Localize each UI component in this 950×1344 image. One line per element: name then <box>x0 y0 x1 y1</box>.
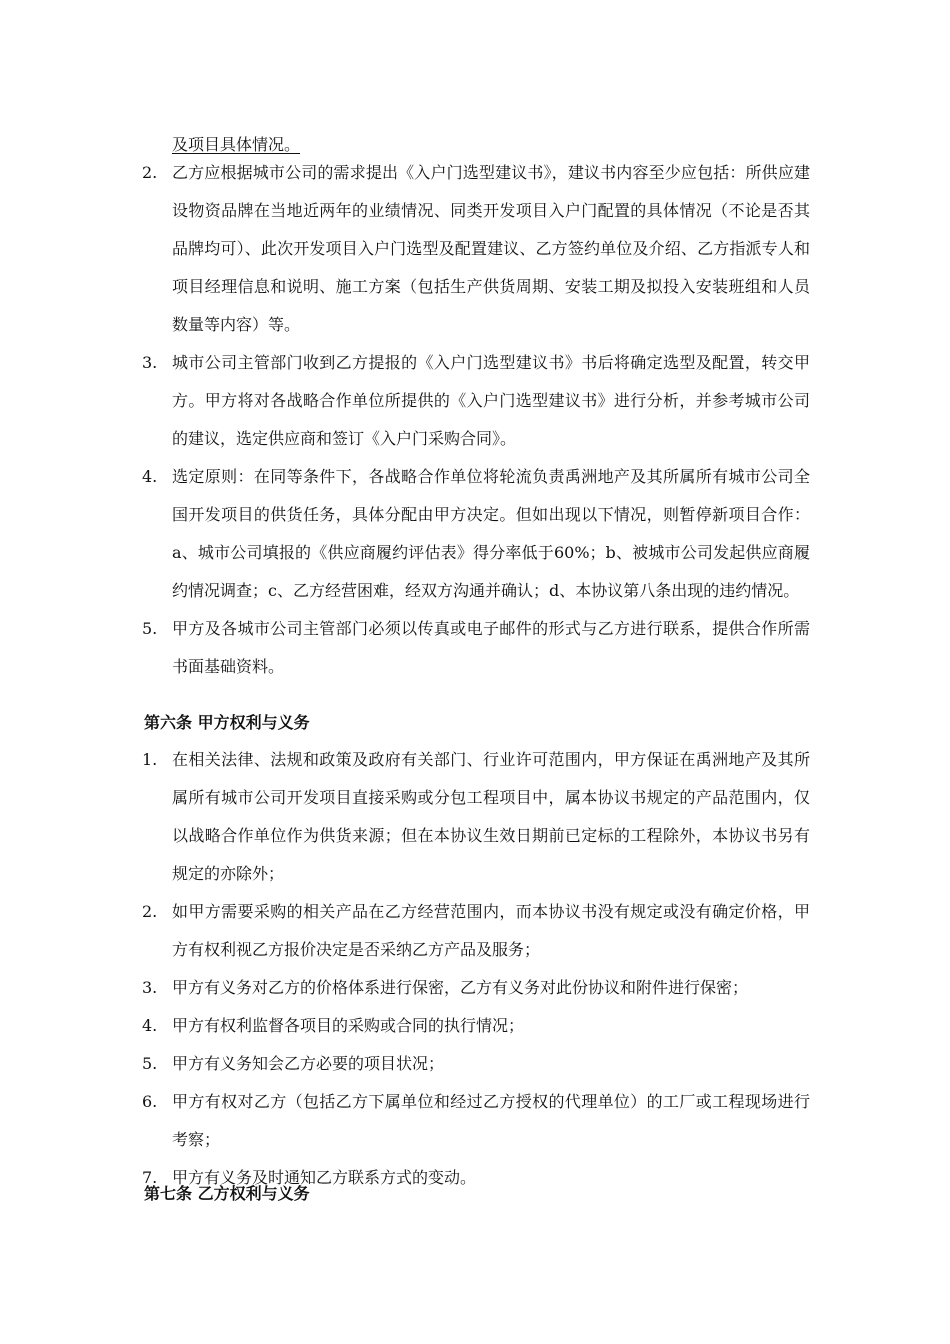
continuation-text: 及项目具体情况。 <box>172 135 301 154</box>
list-item: 5. 甲方有义务知会乙方必要的项目状况； <box>142 1054 445 1073</box>
list-item: 7. 甲方有义务及时通知乙方联系方式的变动。 <box>142 1168 477 1187</box>
section5-list <box>140 154 810 686</box>
list-item: 1. 在相关法律、法规和政策及政府有关部门、行业许可范围内，甲方保证在禹洲地产及其所属所有城市公司开发项目直接采购或分包工程项目中，属本协议书规定的产品范围内，仅以战略合作单位作为供货来源；但在本协议生效日期前已定标的工程除外，本协议书另有规定的亦除外； <box>142 750 810 883</box>
section6-list <box>140 741 810 1197</box>
list-item: 2. 乙方应根据城市公司的需求提出《入户门选型建议书》，建议书内容至少应包括：所供应建设物资品牌在当地近两年的业绩情况、同类开发项目入户门配置的具体情况（不论是否其品牌均可）、此次开发项目入户门选型及配置建议、乙方签约单位及介绍、乙方指派专人和项目经理信息和说明、施工方案（包括生产供货周期、安装工期及拟投入安装班组和人员数量等内容）等。 <box>142 163 810 334</box>
list-item: 5. 甲方及各城市公司主管部门必须以传真或电子邮件的形式与乙方进行联系，提供合作所需书面基础资料。 <box>142 619 810 676</box>
section6-heading: 第六条 甲方权利与义务 <box>144 713 310 732</box>
section7-heading: 第七条 乙方权利与义务 <box>144 1184 310 1203</box>
list-item: 6. 甲方有权对乙方（包括乙方下属单位和经过乙方授权的代理单位）的工厂或工程现场进行考察； <box>142 1092 810 1149</box>
list-item: 4. 甲方有权利监督各项目的采购或合同的执行情况； <box>142 1016 525 1035</box>
list-item: 3. 甲方有义务对乙方的价格体系进行保密，乙方有义务对此份协议和附件进行保密； <box>142 978 749 997</box>
list-item: 4. 选定原则：在同等条件下，各战略合作单位将轮流负责禹洲地产及其所属所有城市公司全国开发项目的供货任务，具体分配由甲方决定。但如出现以下情况，则暂停新项目合作：a、城市公司填报的《供应商履约评估表》得分率低于60%；b、被城市公司发起供应商履约情况调查；c、乙方经营困难，经双方沟通并确认；d、本协议第八条出现的违约情况。 <box>142 467 810 600</box>
list-item: 3. 城市公司主管部门收到乙方提报的《入户门选型建议书》书后将确定选型及配置，转交甲方。甲方将对各战略合作单位所提供的《入户门选型建议书》进行分析，并参考城市公司的建议，选定供应商和签订《入户门采购合同》。 <box>142 353 810 448</box>
list-item: 2. 如甲方需要采购的相关产品在乙方经营范围内，而本协议书没有规定或没有确定价格，甲方有权利视乙方报价决定是否采纳乙方产品及服务； <box>142 902 810 959</box>
